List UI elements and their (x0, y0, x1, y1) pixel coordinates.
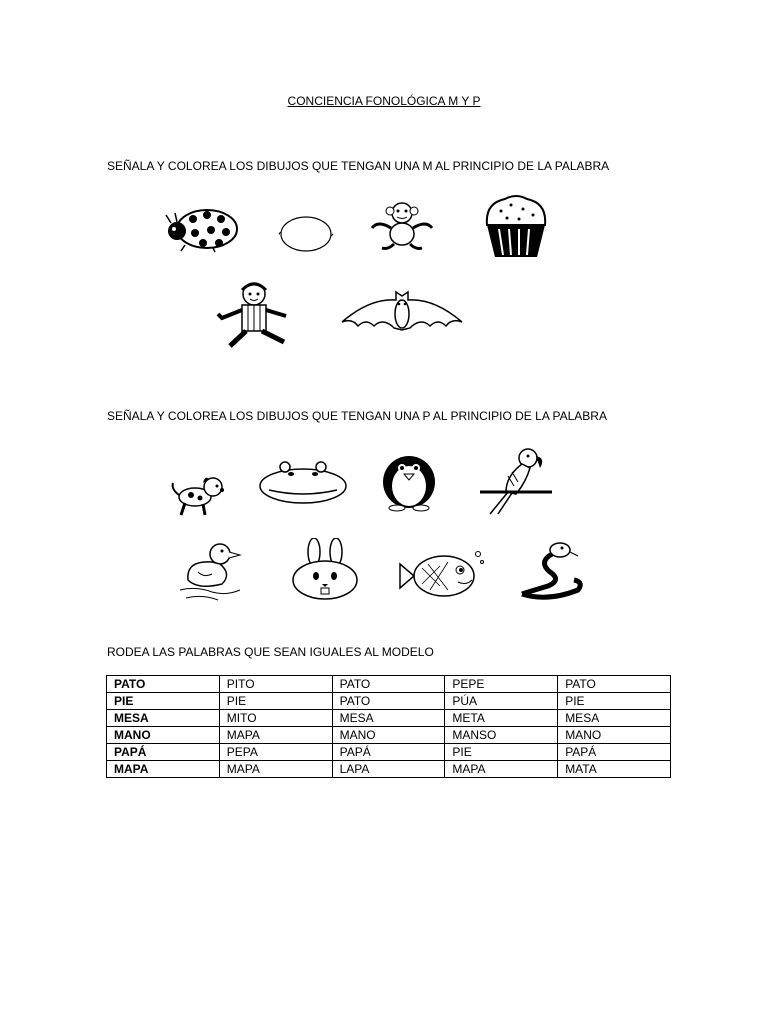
monkey-icon (366, 200, 438, 252)
word-option[interactable]: MAPA (219, 727, 332, 744)
instruction-p: SEÑALA Y COLOREA LOS DIBUJOS QUE TENGAN UNA P AL PRINCIPIO DE LA PALABRA (107, 409, 607, 423)
word-option[interactable]: META (445, 710, 558, 727)
word-option[interactable]: MANO (558, 727, 671, 744)
rag-doll-icon (212, 280, 298, 352)
word-option[interactable]: PATO (332, 693, 445, 710)
bat-icon (338, 290, 466, 336)
model-word: PATO (107, 676, 220, 693)
word-option[interactable]: MESA (332, 710, 445, 727)
word-option[interactable]: LAPA (332, 761, 445, 778)
parrot-icon (476, 446, 554, 516)
table-row (107, 693, 671, 710)
word-option[interactable]: PIE (219, 693, 332, 710)
word-option[interactable]: MANO (332, 727, 445, 744)
word-option[interactable]: MESA (558, 710, 671, 727)
ladybug-icon (163, 205, 241, 253)
word-table (106, 675, 671, 778)
page-title: CONCIENCIA FONOLÓGICA M Y P (287, 94, 481, 108)
word-option[interactable]: PITO (219, 676, 332, 693)
lemon-icon (278, 213, 334, 255)
word-option[interactable]: MATA (558, 761, 671, 778)
snake-icon (518, 540, 586, 602)
word-option[interactable]: PÚA (445, 693, 558, 710)
word-option[interactable]: PATO (558, 676, 671, 693)
rabbit-icon (290, 538, 360, 600)
word-option[interactable]: MANSO (445, 727, 558, 744)
model-word: MESA (107, 710, 220, 727)
model-word: PIE (107, 693, 220, 710)
muffin-icon (481, 193, 551, 259)
table-row (107, 727, 671, 744)
fish-icon (396, 546, 486, 602)
word-option[interactable]: PAPÁ (558, 744, 671, 761)
penguin-icon (373, 446, 445, 512)
word-option[interactable]: PEPE (445, 676, 558, 693)
table-row (107, 761, 671, 778)
word-option[interactable]: PATO (332, 676, 445, 693)
model-word: PAPÁ (107, 744, 220, 761)
duck-icon (176, 540, 246, 604)
model-word: MANO (107, 727, 220, 744)
model-word: MAPA (107, 761, 220, 778)
table-row (107, 744, 671, 761)
instruction-m: SEÑALA Y COLOREA LOS DIBUJOS QUE TENGAN UNA M AL PRINCIPIO DE LA PALABRA (107, 159, 610, 173)
word-option[interactable]: MAPA (219, 761, 332, 778)
word-option[interactable]: MITO (219, 710, 332, 727)
word-option[interactable]: PEPA (219, 744, 332, 761)
word-option[interactable]: PIE (558, 693, 671, 710)
word-option[interactable]: PAPÁ (332, 744, 445, 761)
table-row (107, 710, 671, 727)
dog-icon (167, 473, 227, 517)
instruction-words: RODEA LAS PALABRAS QUE SEAN IGUALES AL MODELO (107, 645, 434, 659)
hippo-icon (257, 460, 349, 506)
table-row (107, 676, 671, 693)
word-option[interactable]: PIE (445, 744, 558, 761)
word-option[interactable]: MAPA (445, 761, 558, 778)
